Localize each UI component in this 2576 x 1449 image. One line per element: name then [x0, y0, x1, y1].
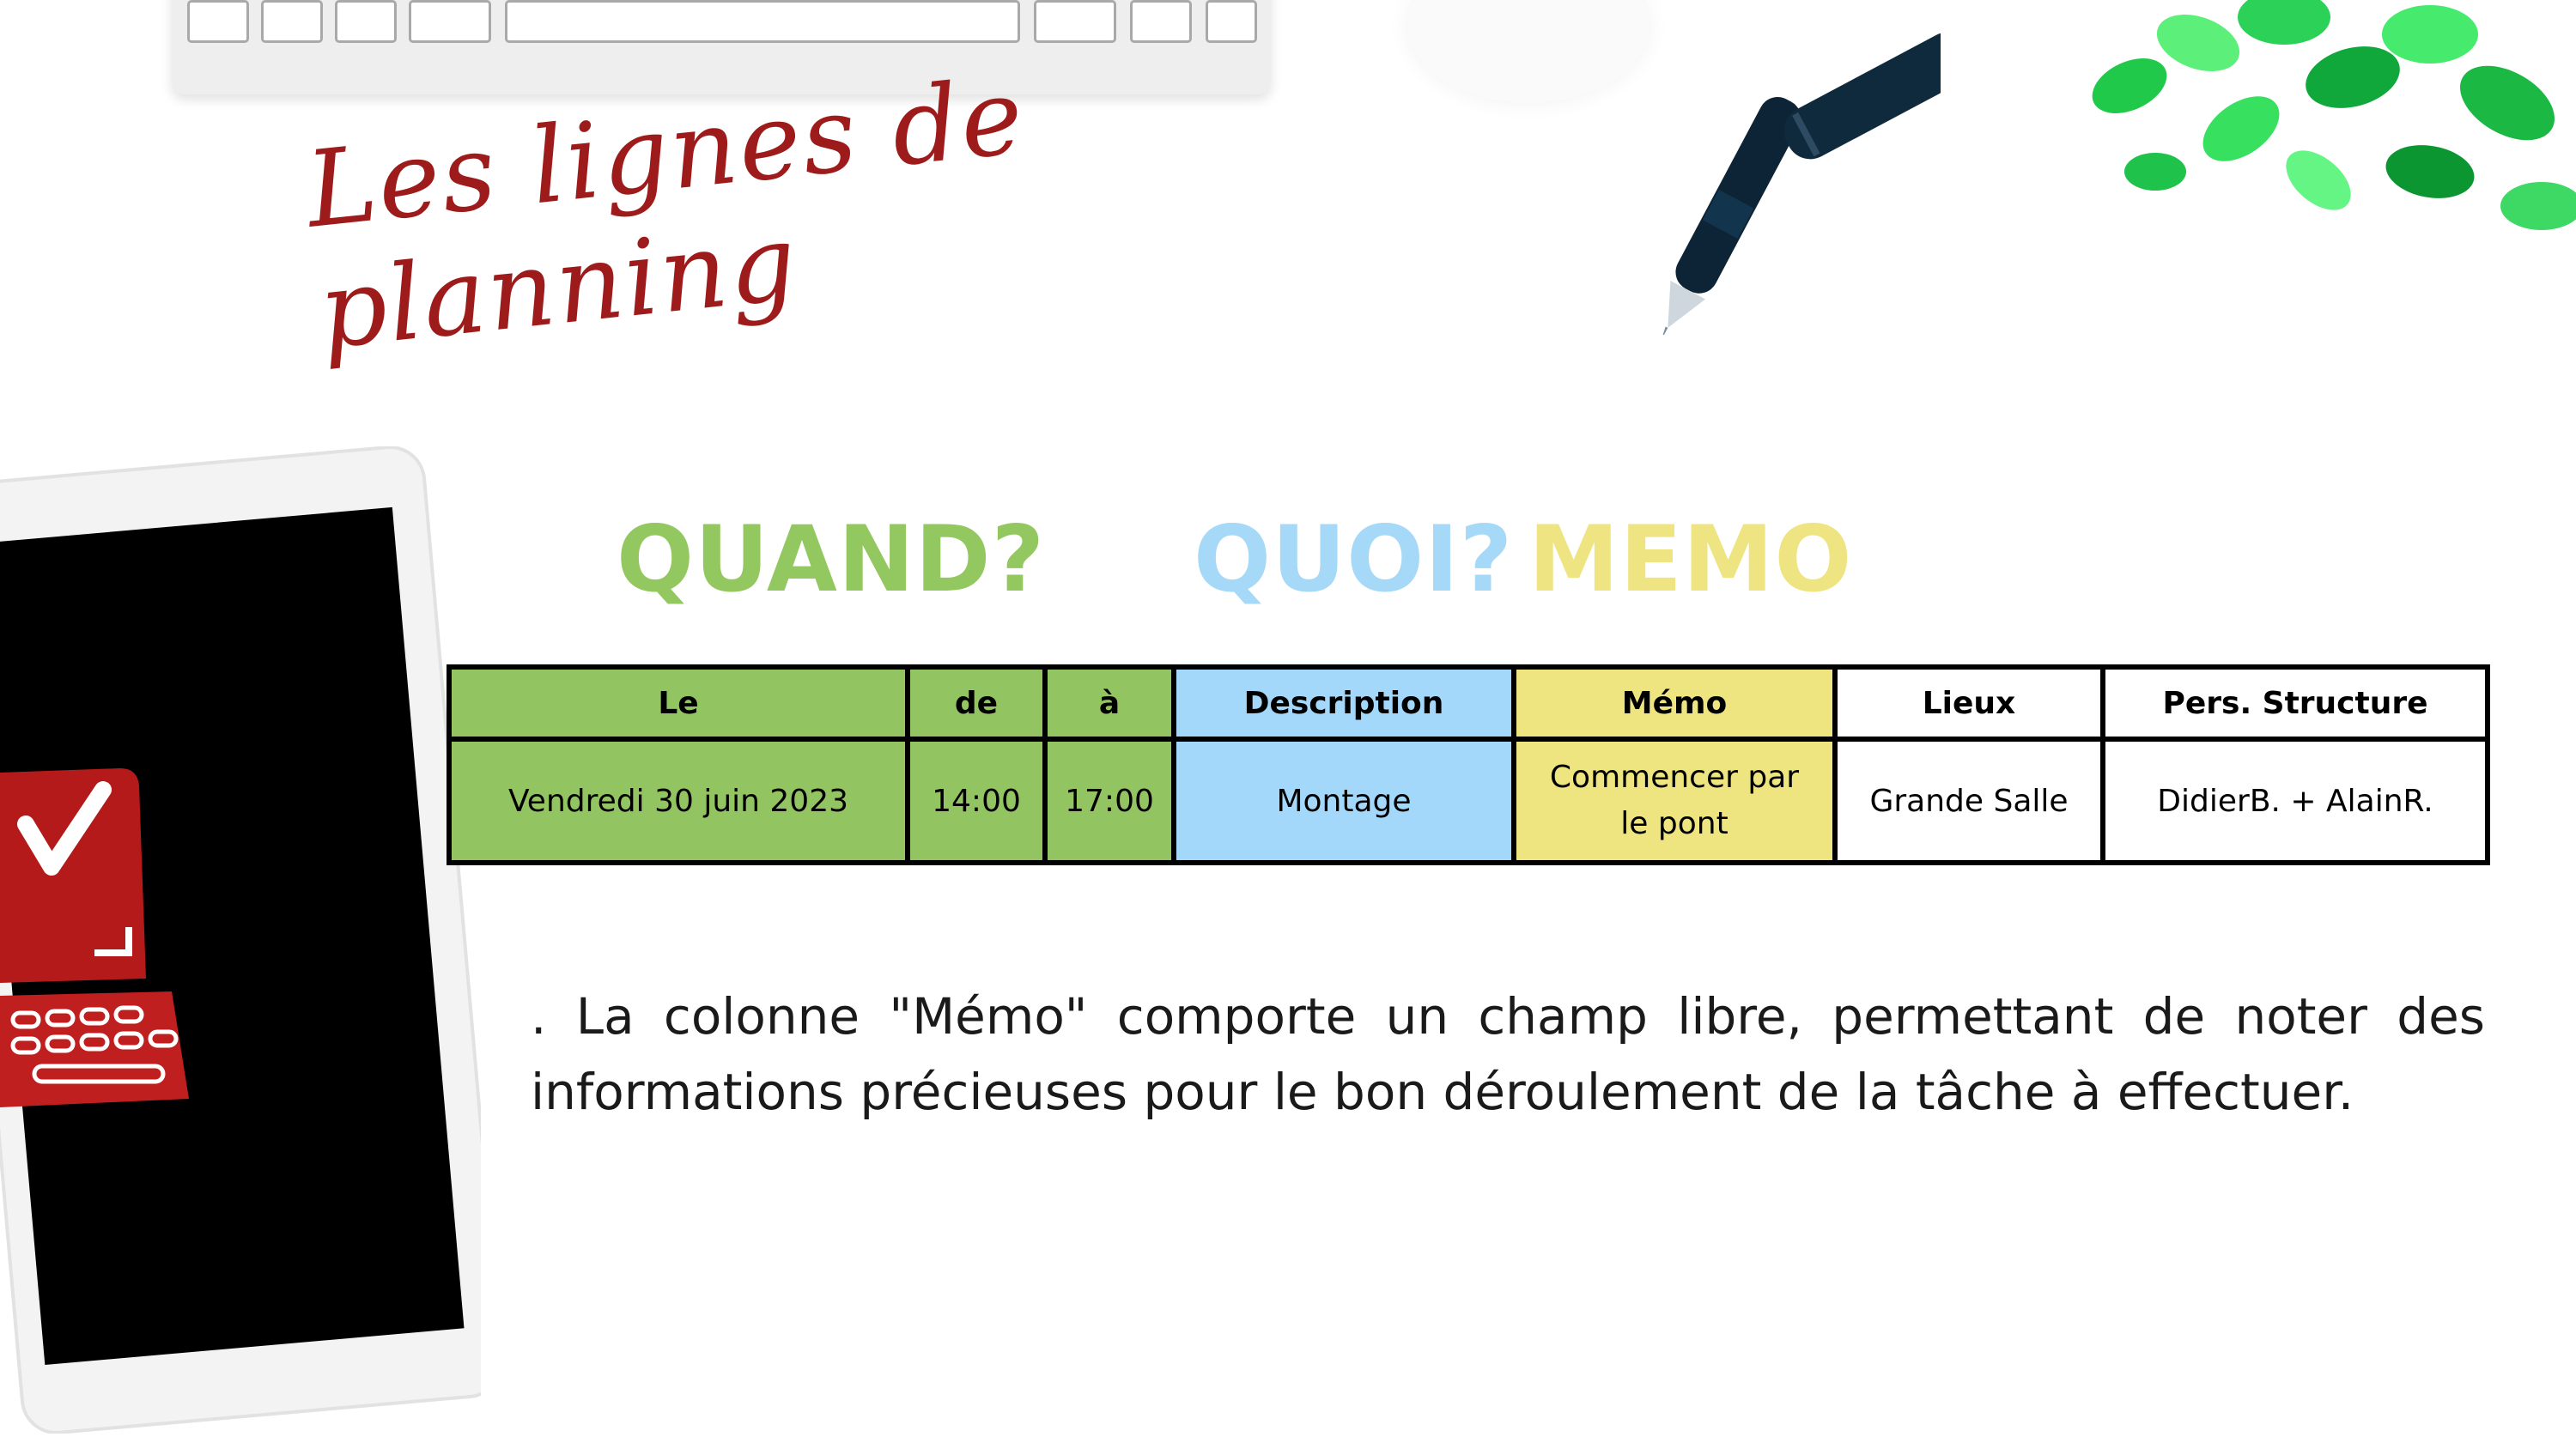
cell-pers-structure: DidierB. + AlainR. — [2103, 739, 2488, 863]
column-header-pers-structure: Pers. Structure — [2103, 667, 2488, 739]
title-text: Les lignes de planning — [301, 54, 1030, 373]
heading-memo: MEMO — [1528, 506, 1853, 612]
cell-memo — [1514, 739, 1835, 863]
explanation-note: . La colonne "Mémo" comporte un champ libre, permettant de noter des informations précieuses pour le bon déroulement de la tâche à effectuer. — [531, 987, 2485, 1121]
table-row — [449, 739, 2488, 863]
slide-title — [301, 54, 1236, 373]
cell-description: Montage — [1174, 739, 1514, 863]
cell-le: Vendredi 30 juin 2023 — [449, 739, 908, 863]
cell-lieux: Grande Salle — [1835, 739, 2103, 863]
table-header-row — [449, 667, 2488, 739]
heading-quand: QUAND? — [617, 506, 1046, 612]
plant-decoration — [2026, 0, 2576, 275]
cell-a: 17:00 — [1045, 739, 1174, 863]
column-header-a: à — [1045, 667, 1174, 739]
heading-quoi: QUOI? — [1194, 506, 1514, 612]
column-header-memo: Mémo — [1514, 667, 1835, 739]
planning-table — [447, 664, 2490, 865]
tablet-decoration — [0, 446, 481, 1434]
column-header-lieux: Lieux — [1835, 667, 2103, 739]
cell-de: 14:00 — [908, 739, 1045, 863]
column-header-description: Description — [1174, 667, 1514, 739]
cell-memo-line1: Commencer par — [1549, 760, 1800, 795]
cell-memo-line2: le pont — [1620, 806, 1728, 841]
column-header-de: de — [908, 667, 1045, 739]
pen-decoration — [1580, 0, 1941, 335]
column-header-le: Le — [449, 667, 908, 739]
